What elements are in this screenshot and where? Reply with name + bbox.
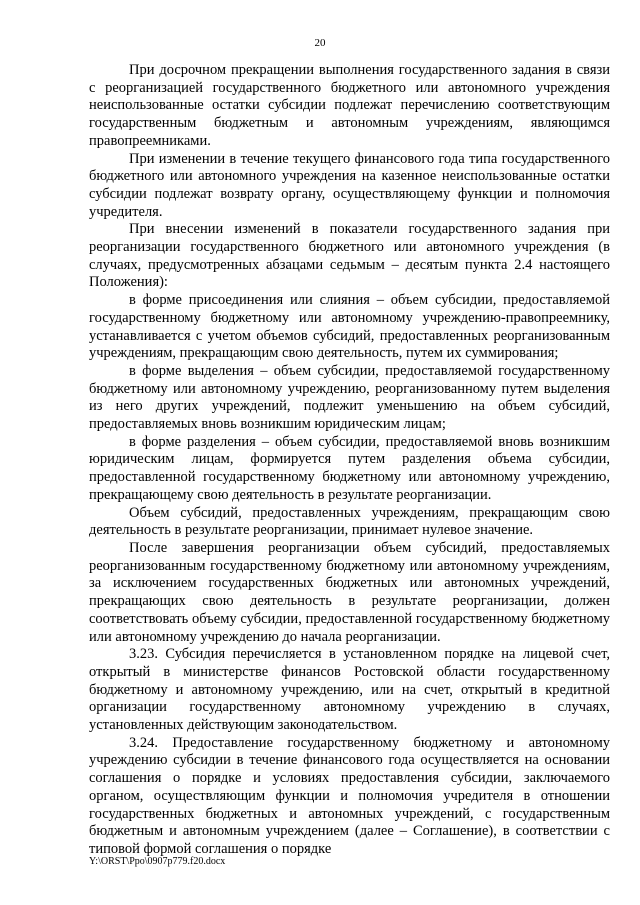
- paragraph: 3.24. Предоставление государственному бюджетному и автономному учреждению субсидии в течение финансового года осуществляется на основании соглашения о порядке и условиях предоставления субсидии, заключаемого органом, осуществляющим функции и полномочия учредителя в отношении государственных бюджетных и автономных учреждений, с государственным бюджетным и автономным учреждением (далее – Соглашение), в соответствии с типовой формой соглашения о порядке: [89, 734, 610, 857]
- paragraph: При досрочном прекращении выполнения государственного задания в связи с реорганизацией государственного бюджетного или автономного учреждения неиспользованные остатки субсидии подлежат перечислению соответствующим государственным бюджетным и автономным учреждениям, являющимся правопреемниками.: [89, 62, 610, 149]
- paragraph: При изменении в течение текущего финансового года типа государственного бюджетного или автономного учреждения на казенное неиспользованные остатки субсидии подлежат возврату органу, осуществляющему функции и полномочия учредителя.: [89, 150, 610, 220]
- paragraph: в форме разделения – объем субсидии, предоставляемой вновь возникшим юридическим лицам, формируется путем разделения объема субсидии, предоставленной государственному бюджетному или автономному учреждению, прекращающему свою деятельность в результате реорганизации.: [89, 433, 610, 503]
- document-body: [89, 62, 610, 859]
- paragraph: в форме выделения – объем субсидии, предоставляемой государственному бюджетному или автономному учреждению, реорганизованному путем выделения из него других учреждений, подлежит уменьшению на объем субсидий, предоставляемых вновь возникшим юридическим лицам;: [89, 362, 610, 433]
- paragraph: При внесении изменений в показатели государственного задания при реорганизации государственного бюджетного или автономного учреждения (в случаях, предусмотренных абзацами седьмым – десятым пункта 2.4 настоящего Положения):: [89, 221, 610, 291]
- paragraph: После завершения реорганизации объем субсидий, предоставляемых реорганизованным государственному бюджетному или автономному учреждениям, за исключением государственных бюджетных или автономных учреждений, прекращающих свою деятельность в результате реорганизации, должен соответствовать объему субсидии, предоставленной государственному бюджетному или автономному учреждению до начала реорганизации.: [89, 539, 610, 645]
- paragraph: в форме присоединения или слияния – объем субсидии, предоставляемой государственному бюджетному или автономному учреждению-правопреемнику, устанавливается с учетом объемов субсидий, предоставленных реорганизованным учреждениям, прекращающим свою деятельность, путем их суммирования;: [89, 292, 610, 362]
- page-number: 20: [314, 37, 326, 49]
- paragraph: 3.23. Субсидия перечисляется в установленном порядке на лицевой счет, открытый в министерстве финансов Ростовской области государственному бюджетному и автономному учреждению, или на счет, открытый в кредитной организации государственному автономному учреждению в случаях, установленных действующим законодательством.: [89, 646, 610, 734]
- footer-file-path: Y:\ORST\Ppo\0907p779.f20.docx: [89, 856, 226, 867]
- paragraph: Объем субсидий, предоставленных учреждениям, прекращающим свою деятельность в результате реорганизации, принимает нулевое значение.: [89, 504, 610, 539]
